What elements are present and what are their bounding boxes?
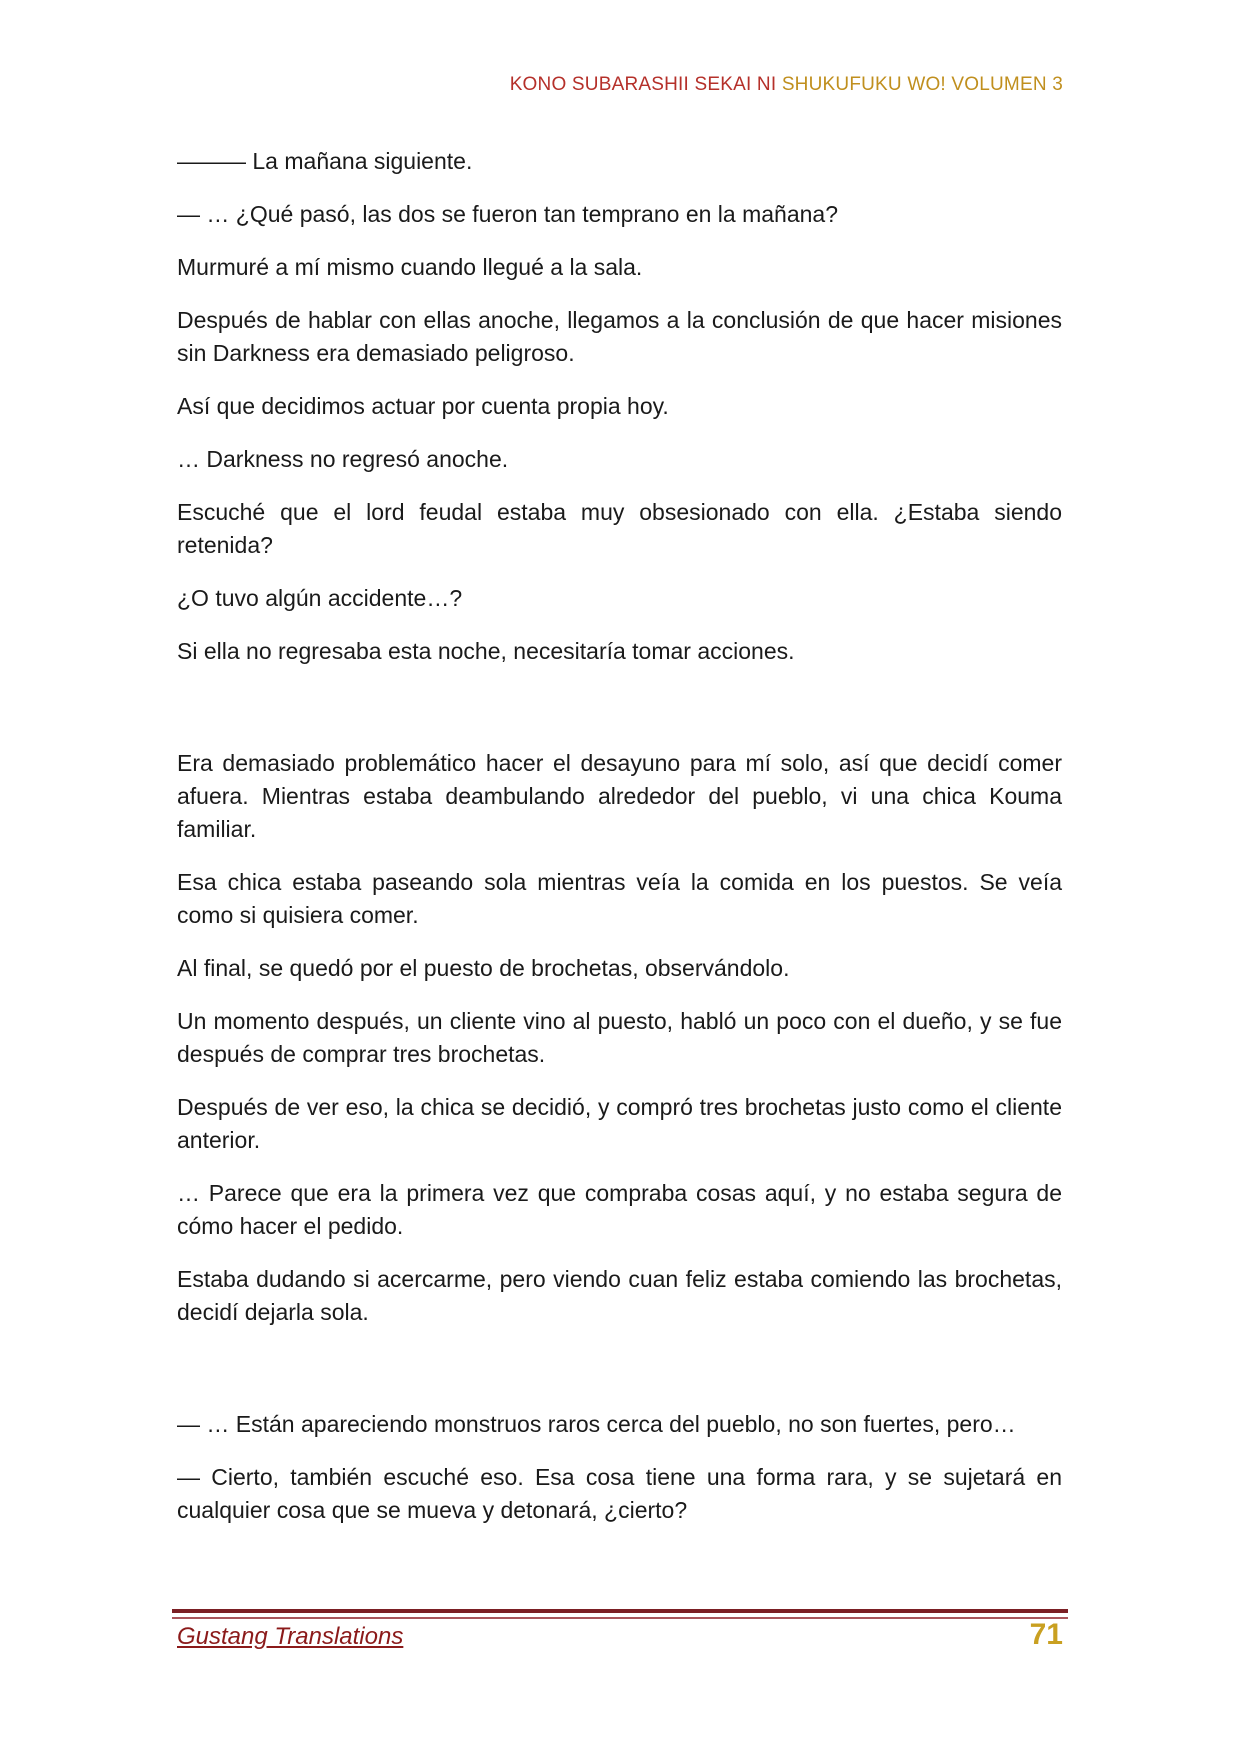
paragraph: Después de ver eso, la chica se decidió, y compró tres brochetas justo como el cliente anterior. bbox=[177, 1094, 1062, 1153]
footer-divider bbox=[172, 1609, 1068, 1613]
footer-divider-thin bbox=[172, 1617, 1068, 1619]
paragraph: Así que decidimos actuar por cuenta propia hoy. bbox=[177, 393, 669, 419]
paragraph: Al final, se quedó por el puesto de brochetas, observándolo. bbox=[177, 955, 790, 981]
paragraph: Estaba dudando si acercarme, pero viendo cuan feliz estaba comiendo las brochetas, decidí dejarla sola. bbox=[177, 1266, 1062, 1325]
paragraph: ¿O tuvo algún accidente…? bbox=[177, 585, 463, 611]
paragraph: … Darkness no regresó anoche. bbox=[177, 446, 509, 472]
paragraph: Murmuré a mí mismo cuando llegué a la sala. bbox=[177, 254, 643, 280]
paragraph: Si ella no regresaba esta noche, necesitaría tomar acciones. bbox=[177, 638, 795, 664]
paragraph: Un momento después, un cliente vino al puesto, habló un poco con el dueño, y se fue después de comprar tres brochetas. bbox=[177, 1008, 1062, 1067]
page-number: 71 bbox=[1029, 1618, 1063, 1651]
paragraph: — Cierto, también escuché eso. Esa cosa tiene una forma rara, y se sujetará en cualquier cosa que se mueva y detonará, ¿cierto? bbox=[177, 1464, 1062, 1523]
translator-credit: Gustang Translations bbox=[177, 1623, 404, 1650]
paragraph: — … ¿Qué pasó, las dos se fueron tan temprano en la mañana? bbox=[177, 201, 838, 227]
paragraph: Esa chica estaba paseando sola mientras veía la comida en los puestos. Se veía como si quisiera comer. bbox=[177, 869, 1062, 928]
paragraph: ——— La mañana siguiente. bbox=[177, 148, 473, 174]
section-break bbox=[177, 688, 1062, 747]
paragraph: — … Están apareciendo monstruos raros cerca del pueblo, no son fuertes, pero… bbox=[177, 1411, 1016, 1437]
section-break bbox=[177, 1349, 1062, 1408]
paragraph: … Parece que era la primera vez que compraba cosas aquí, y no estaba segura de cómo hacer el pedido. bbox=[177, 1180, 1062, 1239]
page-body bbox=[177, 145, 1062, 1547]
header-title-part-1: KONO SUBARASHII SEKAI NI bbox=[509, 74, 782, 95]
running-header bbox=[510, 74, 1063, 96]
paragraph: Después de hablar con ellas anoche, llegamos a la conclusión de que hacer misiones sin Darkness era demasiado peligroso. bbox=[177, 307, 1062, 366]
header-title-part-2: SHUKUFUKU WO! VOLUMEN 3 bbox=[781, 74, 1063, 95]
paragraph: Escuché que el lord feudal estaba muy obsesionado con ella. ¿Estaba siendo retenida? bbox=[177, 499, 1062, 558]
paragraph: Era demasiado problemático hacer el desayuno para mí solo, así que decidí comer afuera. Mientras estaba deambulando alrededor del pueblo, vi una chica Kouma familiar. bbox=[177, 750, 1062, 842]
